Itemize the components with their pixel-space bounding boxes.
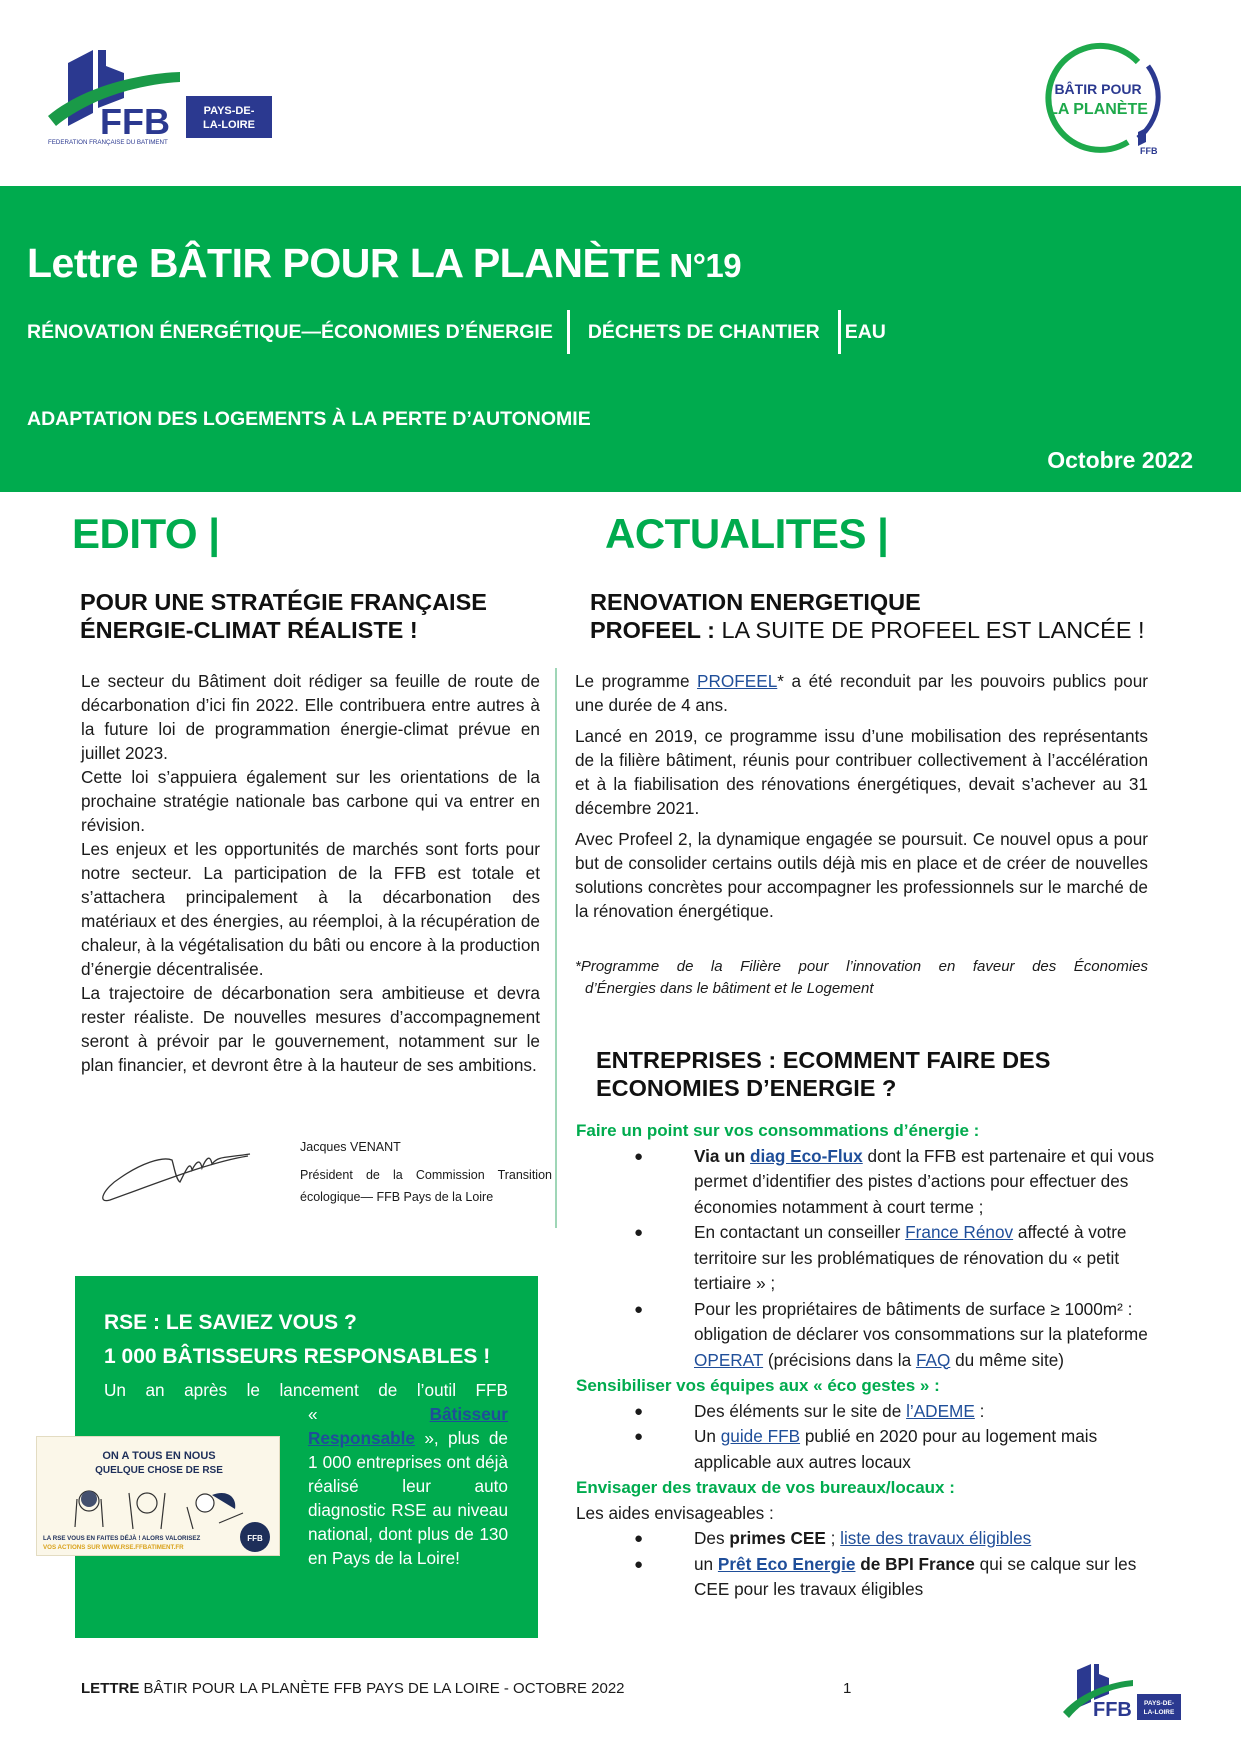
svg-text:LA-LOIRE: LA-LOIRE — [1143, 1709, 1175, 1716]
faq-link[interactable]: FAQ — [915, 1349, 951, 1370]
edito-paragraph: Cette loi s’appuiera également sur les orientations de la prochaine stratégie nationale bas carbone qui va entrer en révision. — [81, 767, 540, 835]
svg-text:VOS ACTIONS SUR WWW.RSE.FFBATI: VOS ACTIONS SUR WWW.RSE.FFBATIMENT.FR — [43, 1544, 184, 1551]
footer-text: LETTRE BÂTIR POUR LA PLANÈTE FFB PAYS DE LA LOIRE - OCTOBRE 2022 — [81, 1680, 625, 1697]
title-banner — [0, 186, 1241, 492]
bullet-icon: ● — [634, 1300, 644, 1318]
edito-paragraph: Les enjeux et les opportunités de marchés sont forts pour notre secteur. La participation de la FFB est totale et s’attachera principalement à la décarbonation des matériaux et des énergies, au réemploi, à la récupération de chaleur, à la végétalisation du bâti ou encore à la production d’énergie décentralisée. — [81, 839, 540, 979]
batir-pour-la-planete-logo — [1020, 42, 1180, 158]
edito-heading: EDITO | — [72, 510, 220, 557]
footer-ffb-logo — [1063, 1660, 1183, 1724]
list-item: ● un Prêt Eco Energie de BPI France qui se calque sur les CEE pour les travaux éligibles — [576, 1552, 1156, 1603]
signature-image — [100, 1140, 260, 1206]
svg-text:FEDERATION FRANÇAISE DU BATIME: FEDERATION FRANÇAISE DU BATIMENT — [48, 139, 168, 146]
pret-eco-energie-link[interactable]: Prêt Eco Energie — [717, 1553, 856, 1574]
newsletter-title: Lettre BÂTIR POUR LA PLANÈTE N°19 — [27, 240, 742, 286]
column-divider — [555, 668, 557, 1228]
svg-text:QUELQUE CHOSE DE RSE: QUELQUE CHOSE DE RSE — [95, 1465, 223, 1476]
topic-renovation: RÉNOVATION ÉNERGÉTIQUE—ÉCONOMIES D’ÉNERGIE — [27, 320, 553, 343]
rse-illustration-icon — [37, 1437, 280, 1556]
ffb-building-icon — [48, 38, 280, 148]
list-item: ● Un guide FFB publié en 2020 pour au logement mais applicable aux autres locaux — [576, 1424, 1156, 1475]
rse-subheading: 1 000 BÂTISSEURS RESPONSABLES ! — [104, 1345, 491, 1368]
topic-separator — [838, 310, 841, 354]
rse-text: « Bâtisseur Responsable », plus de 1 000 entreprises ont déjà réalisé leur auto diagnostic RSE au niveau national, dont plus de 130 en Pays de la Loire! — [308, 1404, 508, 1568]
topic-eau: EAU — [844, 320, 886, 343]
batisseur-responsable-link[interactable]: Bâtisseur Responsable — [308, 1404, 508, 1448]
bullet-icon: ● — [634, 1428, 644, 1445]
entreprises-article-body — [576, 1118, 1156, 1603]
consommations-heading: Faire un point sur vos consommations d’énergie : — [576, 1121, 980, 1140]
edito-article-title: POUR UNE STRATÉGIE FRANÇAISE ÉNERGIE-CLIMAT RÉALISTE ! — [80, 589, 487, 643]
issue-date: Octobre 2022 — [1047, 447, 1193, 473]
profeel-link[interactable]: PROFEEL — [697, 671, 778, 691]
svg-text:PAYS-DE-: PAYS-DE- — [1144, 1700, 1174, 1707]
page-number: 1 — [843, 1680, 852, 1697]
bullet-icon: ● — [634, 1224, 644, 1241]
edito-paragraph: Le secteur du Bâtiment doit rédiger sa feuille de route de décarbonation d’ici fin 2022. Elle contribuera entre autres à la future loi de programmation énergie-climat prévue en juillet 2023. — [81, 671, 540, 763]
topic-list — [27, 310, 886, 354]
signatory-name: Jacques VENANT — [300, 1140, 401, 1154]
profeel-article-title: RENOVATION ENERGETIQUE PROFEEL : LA SUITE DE PROFEEL EST LANCÉE ! — [590, 589, 1145, 643]
svg-text:FFB: FFB — [1093, 1699, 1132, 1721]
svg-text:PAYS-DE-: PAYS-DE- — [203, 105, 255, 117]
bullet-icon: ● — [634, 1147, 644, 1165]
aides-intro: Les aides envisageables : — [576, 1502, 774, 1523]
edito-paragraph: La trajectoire de décarbonation sera ambitieuse et devra rester réaliste. De nouvelles mesures d’accompagnement seront à prévoir par le gouvernement, notamment sur le plan financier, et devront être à la hauteur de ses ambitions. — [81, 983, 540, 1075]
svg-text:BÂTIR POUR: BÂTIR POUR — [1054, 81, 1142, 97]
svg-text:LA PLANÈTE: LA PLANÈTE — [1048, 101, 1148, 118]
profeel-article-body — [575, 669, 1148, 930]
signatory-role: Président de la Commission Transition écologique— FFB Pays de la Loire — [300, 1168, 552, 1204]
diag-eco-flux-link[interactable]: diag Eco-Flux — [750, 1145, 863, 1166]
france-renov-link[interactable]: France Rénov — [905, 1222, 1014, 1242]
profeel-paragraph: Lancé en 2019, ce programme issu d’une mobilisation des représentants de la filière bâtiment, réunis pour contribuer collectivement à l’accélération et à la fiabilisation des rénovations énergétiques, devait s’achever au 31 décembre 2021. — [575, 726, 1148, 818]
svg-text:ON A TOUS EN NOUS: ON A TOUS EN NOUS — [102, 1450, 216, 1462]
profeel-paragraph: Avec Profeel 2, la dynamique engagée se poursuit. Ce nouvel opus a pour but de consolider certains outils déjà mis en place et de créer de nouvelles solutions concrètes pour accompagner les professionnels sur le marché de la rénovation énergétique. — [575, 829, 1148, 921]
svg-text:LA-LOIRE: LA-LOIRE — [203, 119, 255, 131]
list-item: ● En contactant un conseiller France Rénov affecté à votre territoire sur les problématiques de rénovation du « petit tertiaire » ; — [576, 1220, 1156, 1297]
entreprises-article-title: ENTREPRISES : ECOMMENT FAIRE DES ECONOMIES D’ENERGIE ? — [596, 1047, 1051, 1101]
topic-adaptation: ADAPTATION DES LOGEMENTS À LA PERTE D’AUTONOMIE — [27, 408, 591, 430]
bullet-icon: ● — [634, 1402, 644, 1420]
rse-intro-line: Un an après le lancement de l’outil FFB — [104, 1380, 508, 1400]
eco-gestes-heading: Sensibiliser vos équipes aux « éco gestes » : — [576, 1376, 940, 1395]
bullet-icon: ● — [634, 1555, 644, 1573]
list-item: ● Via un diag Eco-Flux dont la FFB est partenaire et qui vous permet d’identifier des pistes d’actions pour effectuer des économies notamment à court terme ; — [576, 1144, 1156, 1221]
ffb-building-icon — [1063, 1660, 1183, 1724]
edito-body — [81, 669, 540, 1077]
topic-dechets: DÉCHETS DE CHANTIER — [587, 320, 820, 343]
travaux-heading: Envisager des travaux de vos bureaux/locaux : — [576, 1478, 955, 1497]
actualites-heading: ACTUALITES | — [605, 510, 889, 557]
ademe-link[interactable]: l’ADEME — [906, 1400, 975, 1421]
svg-text:FFB: FFB — [100, 101, 170, 142]
list-item: ● Des éléments sur le site de l’ADEME : — [576, 1399, 1156, 1425]
planet-ring-icon — [1020, 42, 1180, 158]
svg-text:LA RSE VOUS EN FAITES DÉJÀ ! A: LA RSE VOUS EN FAITES DÉJÀ ! ALORS VALORISEZ — [43, 1535, 201, 1542]
bullet-icon: ● — [634, 1530, 644, 1547]
topic-separator — [567, 310, 570, 354]
travaux-eligibles-link[interactable]: liste des travaux éligibles — [840, 1528, 1032, 1548]
list-item: ● Des primes CEE ; liste des travaux éligibles — [576, 1526, 1156, 1552]
rse-heading: RSE : LE SAVIEZ VOUS ? — [104, 1311, 357, 1334]
signature-icon — [100, 1140, 260, 1206]
svg-text:FFB: FFB — [247, 1534, 263, 1543]
svg-text:FFB: FFB — [1140, 146, 1158, 156]
guide-ffb-link[interactable]: guide FFB — [720, 1426, 801, 1446]
rse-campaign-image — [36, 1436, 280, 1556]
operat-link[interactable]: OPERAT — [694, 1349, 764, 1370]
profeel-footnote: *Programme de la Filière pour l’innovation en faveur des Économies d’Énergies dans le bâtiment et le Logement — [575, 958, 1148, 997]
list-item: ● Pour les propriétaires de bâtiments de surface ≥ 1000m² : obligation de déclarer vos consommations sur la plateforme OPERAT (précisions dans la FAQ du même site) — [576, 1297, 1156, 1374]
profeel-paragraph: Le programme PROFEEL* a été reconduit par les pouvoirs publics pour une durée de 4 ans. — [575, 671, 1148, 715]
ffb-pays-de-la-loire-logo — [48, 38, 280, 148]
